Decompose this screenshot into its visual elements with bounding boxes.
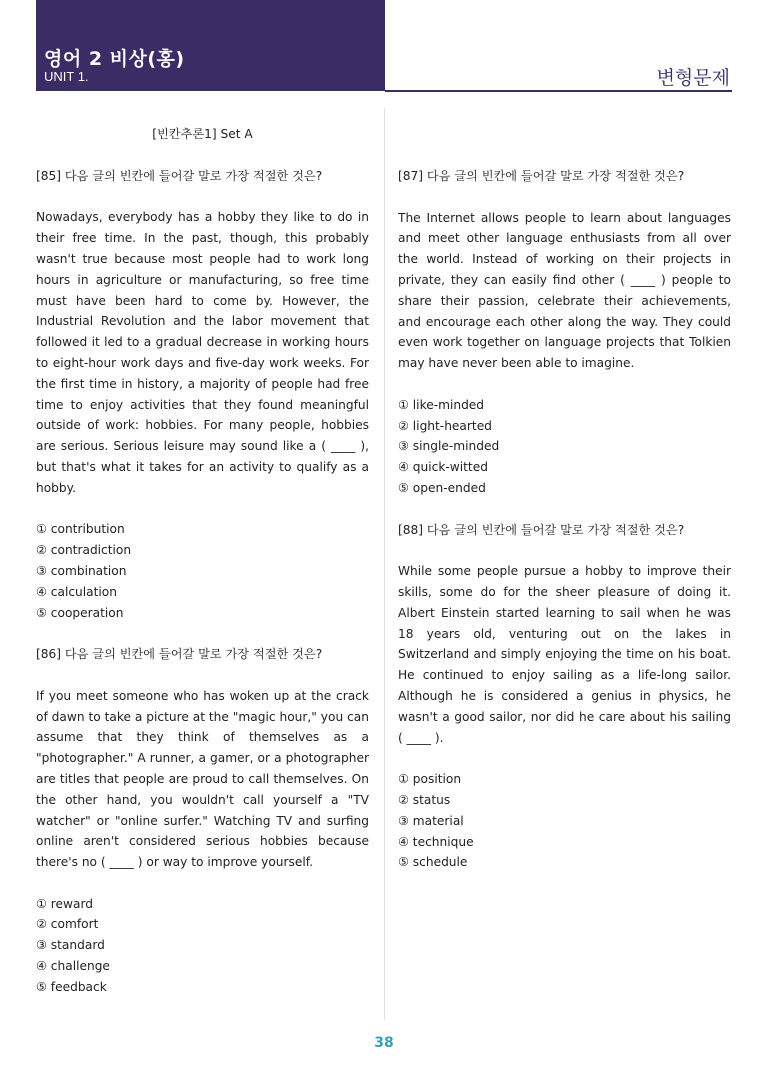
left-column xyxy=(36,124,369,1018)
question-passage: If you meet someone who has woken up at the crack of dawn to take a picture at the "magic hour," you can assume that they think of themselves as a "photographer." A runner, a gamer, or a photographer are titles that people are proud to call themselves. On the other hand, you wouldn't call yourself a "TV watcher" or "online surfer." Watching TV and surfing online aren't considered serious hobbies because there's no ( ____ ) or way to improve yourself. xyxy=(36,688,369,870)
question-passage: The Internet allows people to learn about languages and meet other language enthusiasts from all over the world. Instead of working on their projects in private, they can easily find other ( ____ ) people to share their passion, celebrate their achievements, and encourage each other along the way. They could even work together on language projects that Tolkien may have never been able to imagine. xyxy=(398,210,731,371)
page-number: 38 xyxy=(374,1035,394,1051)
question-88 xyxy=(398,520,731,874)
answer-option: ④ quick-witted xyxy=(398,460,488,475)
answer-option: ④ technique xyxy=(398,834,474,849)
answer-option: ④ challenge xyxy=(36,959,110,974)
answer-option: ② light-hearted xyxy=(398,418,492,433)
question-86 xyxy=(36,644,369,998)
question-85 xyxy=(36,166,369,624)
answer-option: ① reward xyxy=(36,896,94,911)
header-rule xyxy=(385,90,732,92)
answer-option: ② contradiction xyxy=(36,543,132,558)
question-heading: [85] 다음 글의 빈칸에 들어갈 말로 가장 적절한 것은? xyxy=(36,168,323,183)
unit-label: UNIT 1. xyxy=(44,69,89,84)
question-passage: Nowadays, everybody has a hobby they like to do in their free time. In the past, though, this probably wasn't true because most people had to work long hours in agriculture or manufacturing, so free time must have been hard to come by. However, the Industrial Revolution and the labor movement that followed it led to a gradual decrease in working hours to eight-hour work days and five-day work weeks. For the first time in history, a majority of people had free time to enjoy activities that they found meaningful outside of work: hobbies. For many people, hobbies are serious. Serious leisure may sound like a ( ____ ), but that's what it takes for an activity to qualify as a hobby. xyxy=(36,210,369,495)
question-passage: While some people pursue a hobby to improve their skills, some do for the sheer pleasure of doing it. Albert Einstein started learning to sail when he was 18 years old, venturing out on the lakes in Switzerland and simply enjoying the time on his boat. He continued to enjoy sailing as a life-long sailor. Although he is considered a genius in physics, he wasn't a good sailor, nor did he care about his sailing ( ____ ). xyxy=(398,564,731,745)
answer-option: ③ single-minded xyxy=(398,439,500,454)
column-divider xyxy=(384,108,385,1020)
question-heading: [86] 다음 글의 빈칸에 들어갈 말로 가장 적절한 것은? xyxy=(36,647,323,662)
answer-option: ① like-minded xyxy=(398,397,485,412)
answer-options xyxy=(398,769,731,873)
answer-option: ⑤ feedback xyxy=(36,979,107,994)
answer-option: ② comfort xyxy=(36,917,99,932)
answer-option: ② status xyxy=(398,792,451,807)
answer-option: ⑤ open-ended xyxy=(398,480,486,495)
book-title: 영어 2 비상(홍) xyxy=(44,48,185,70)
answer-option: ③ standard xyxy=(36,938,105,953)
answer-option: ① contribution xyxy=(36,522,125,537)
answer-options xyxy=(36,894,369,998)
answer-option: ④ calculation xyxy=(36,584,117,599)
section-label: 변형문제 xyxy=(656,67,730,89)
answer-option: ⑤ cooperation xyxy=(36,605,124,620)
answer-options xyxy=(398,395,731,499)
answer-option: ③ combination xyxy=(36,563,127,578)
answer-option: ① position xyxy=(398,772,462,787)
right-column xyxy=(398,166,731,894)
answer-option: ③ material xyxy=(398,813,464,828)
question-heading: [88] 다음 글의 빈칸에 들어갈 말로 가장 적절한 것은? xyxy=(398,522,685,537)
answer-options xyxy=(36,519,369,623)
question-heading: [87] 다음 글의 빈칸에 들어갈 말로 가장 적절한 것은? xyxy=(398,169,685,183)
answer-option: ⑤ schedule xyxy=(398,855,468,870)
question-87 xyxy=(398,166,731,499)
set-title: [빈칸추론1] Set A xyxy=(152,127,253,141)
